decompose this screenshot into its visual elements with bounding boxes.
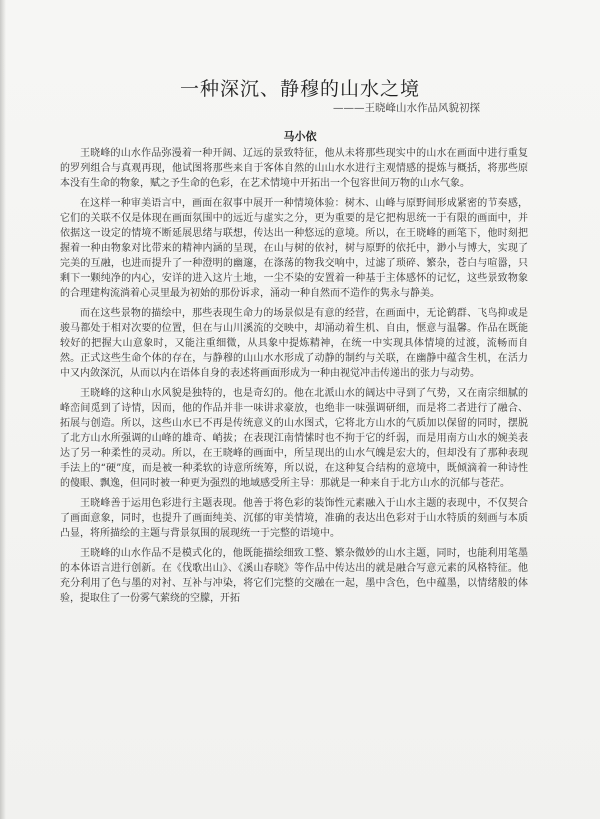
article-title: 一种深沉、静穆的山水之境 (179, 78, 420, 100)
article-author: 马小依 (283, 130, 317, 143)
body-paragraph: 王晓峰善于运用色彩进行主题表现。他善于将色彩的装饰性元素融入于山水主题的表现中，不仅契合了画面意象，同时，也提升了画面纯美、沉郁的审美情境，准确的表达出色彩对于山水特质的刻画与本质凸显，将所描绘的主题与背景氛围的展现统一于完整的语境中。 (60, 498, 528, 539)
body-paragraph: 王晓峰的山水作品弥漫着一种开阔、辽远的景致特征，他从未将那些现实中的山水在画面中进行重复的罗列组合与真观再现，他试图将那些来自于客体自然的山山水水进行主观情感的提炼与概括，将那些原本没有生命的物象，赋之予生命的色彩，在艺术情境中开拓出一个包容世间万物的山水气象。 (60, 148, 528, 189)
body-paragraph: 王晓峰的这种山水风貌是独特的，也是奇幻的。他在北派山水的阔达中寻到了气势，又在南宗细腻的峰峦间觅到了诗情，因而，他的作品并非一味讲求豪放，也绝非一味强调研细，而是将二者进行了融合、拓展与创造。所以，这些山水已不再是传统意义的山水图式，它将北方山水的气质加以保留的同时，摆脱了北方山水所强调的山峰的雄奇、峭拔；在表现江南情愫时也不拘于它的纤弱，而是用南方山水的婉美表达了另一种柔性的灵动。所以，在王晓峰的画面中，所呈现出的山水气魄是宏大的，但却没有了那种表现手法上的“硬”度，而是被一种柔软的诗意所统筹，所以说，在这种复合结构的意境中，既倾滴着一种诗性的傻眼、飘逸，但同时被一种更为强烈的地域感受所主导：那就是一种来自于北方山水的沉郁与苍茫。 (60, 388, 528, 489)
page-edge-shadow (0, 0, 6, 819)
article-body (60, 146, 528, 609)
body-paragraph: 在这样一种审美语言中，画面在叙事中展开一种情境体验：树木、山峰与原野间形成紧密的节奏感，它们的关联不仅是体现在画面氛围中的远近与虚实之分，更为重要的是它把构思统一于有限的画面中，并依据这一设定的情境不断延展思绪与联想，传达出一种悠远的意境。所以，在王晓峰的画笔下，他时刻把握着一种由物象对比带来的精神内涵的呈现，在山与树的依衬，树与原野的依托中，渺小与博大，实现了完美的互融，也进而提升了一种澄明的幽邃，在涤荡的物我交响中，过滤了琐碎、繁杂，苍白与喧嚣，只剩下一颗纯净的内心，安详的进入这片土地，一尘不染的安置着一种基于主体感怀的记忆，这些景致物象的合理建构流淌着心灵里最为初始的那份诉求，涌动一种自然而不造作的隽永与静美。 (60, 198, 528, 299)
body-paragraph: 王晓峰的山水作品不是模式化的，他既能描绘细致工整、繁杂微妙的山水主题，同时，也能利用笔墨的本体语言进行创新。在《伐歌出山》、《溪山春晓》等作品中传达出的就是融合写意元素的风格特征。他充分利用了色与墨的对衬、互补与冲染，将它们完整的交融在一起，墨中含色，色中蕴墨，以情绪般的体验，提取住了一份雾气萦绕的空朦，开拓 (60, 548, 528, 604)
article-subtitle: ———王晓峰山水作品风貌初探 (333, 102, 480, 114)
body-paragraph: 而在这些景物的描绘中，那些表现生命力的场景似是有意的经营，在画面中，无论鹤群、飞鸟抑或是骏马都处于相对次要的位置，但在与山川溪流的交映中，却涌动着生机、自由，惬意与温馨。作品在既能较好的把握大山意象时，又能注重细微，从具象中提炼精神，在统一中实现具体情境的过渡，流畅而自然。正式这些生命个体的存在，与静穆的山山水水形成了动静的制约与关联，在幽静中蕴含生机，在活力中又内敛深沉，从而以内在语体自身的表述将画面形成为一种由视觉冲击传递出的张力与动势。 (60, 308, 528, 379)
